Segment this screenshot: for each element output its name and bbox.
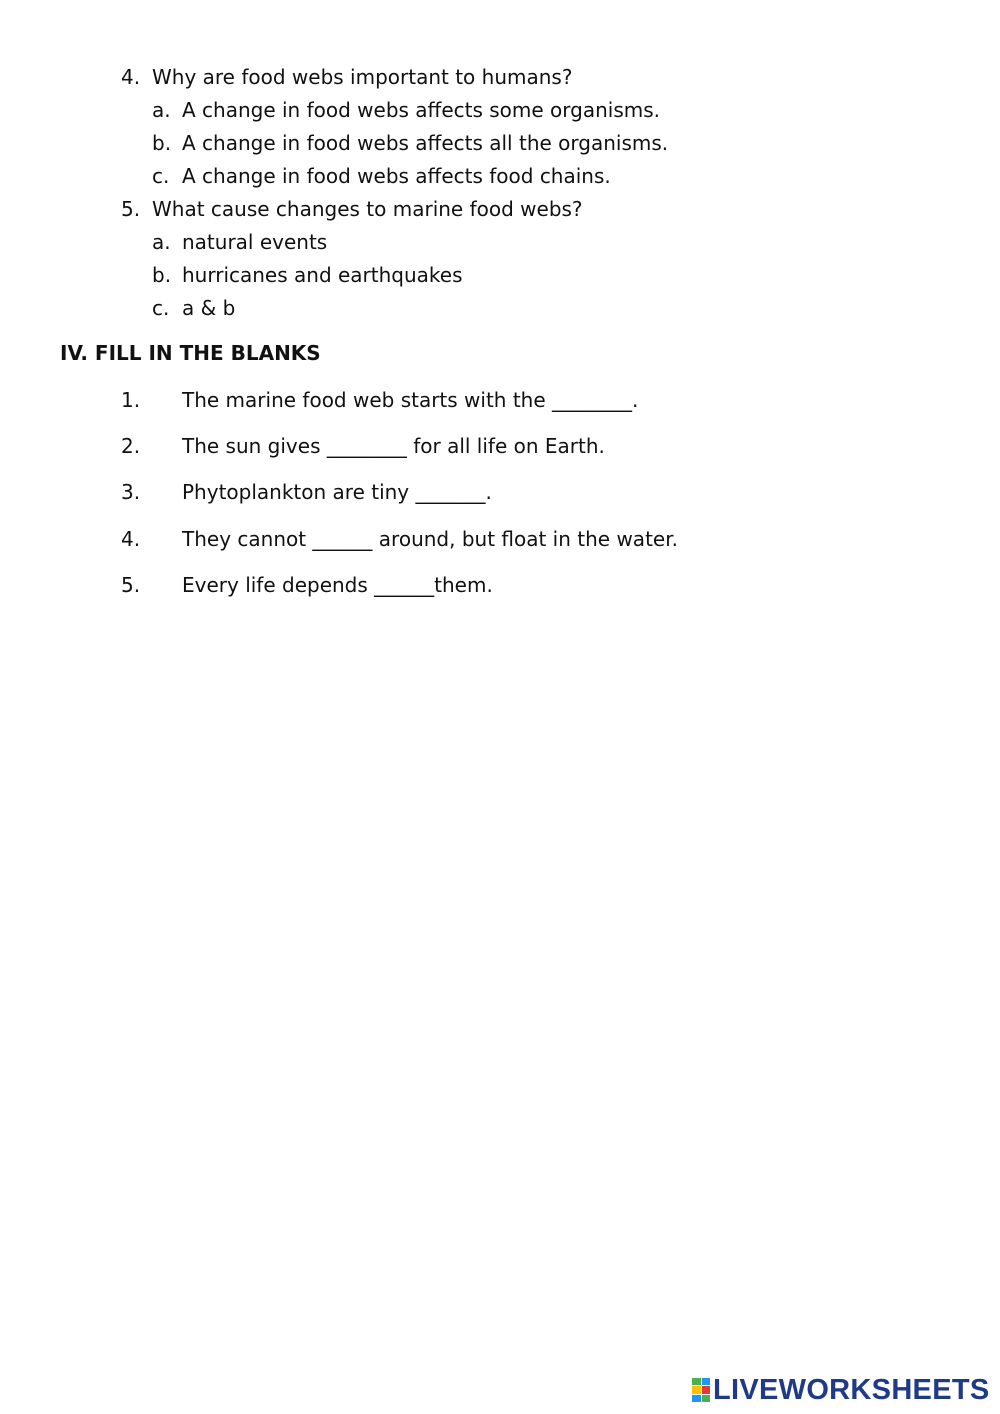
item-number: 3. xyxy=(121,480,141,504)
liveworksheets-logo xyxy=(692,1374,990,1406)
option-text: a & b xyxy=(182,296,236,320)
item-number: 2. xyxy=(121,434,141,458)
item-number: 4. xyxy=(121,527,141,551)
question-number: 5. xyxy=(121,197,141,221)
option-letter: a. xyxy=(152,98,171,122)
section-heading: IV. FILL IN THE BLANKS xyxy=(60,341,321,365)
option-letter: a. xyxy=(152,230,171,254)
liveworksheets-logo-icon xyxy=(692,1378,710,1402)
question-number: 4. xyxy=(121,65,141,89)
option-text: hurricanes and earthquakes xyxy=(182,263,463,287)
option-letter: c. xyxy=(152,296,170,320)
question-text: What cause changes to marine food webs? xyxy=(152,197,583,221)
item-number: 1. xyxy=(121,388,141,412)
logo-text: LIVEWORKSHEETS xyxy=(713,1374,990,1406)
option-letter: c. xyxy=(152,164,170,188)
option-text: A change in food webs affects all the organisms. xyxy=(182,131,669,155)
fill-blank-item: The marine food web starts with the ________. xyxy=(182,388,639,412)
question-text: Why are food webs important to humans? xyxy=(152,65,573,89)
option-text: A change in food webs affects some organisms. xyxy=(182,98,661,122)
option-text: natural events xyxy=(182,230,328,254)
fill-blank-item: They cannot ______ around, but float in the water. xyxy=(182,527,678,551)
option-letter: b. xyxy=(152,263,172,287)
fill-blank-item: Phytoplankton are tiny _______. xyxy=(182,480,492,504)
fill-blank-item: Every life depends ______them. xyxy=(182,573,493,597)
option-text: A change in food webs affects food chains. xyxy=(182,164,611,188)
fill-blank-item: The sun gives ________ for all life on Earth. xyxy=(182,434,605,458)
option-letter: b. xyxy=(152,131,172,155)
item-number: 5. xyxy=(121,573,141,597)
